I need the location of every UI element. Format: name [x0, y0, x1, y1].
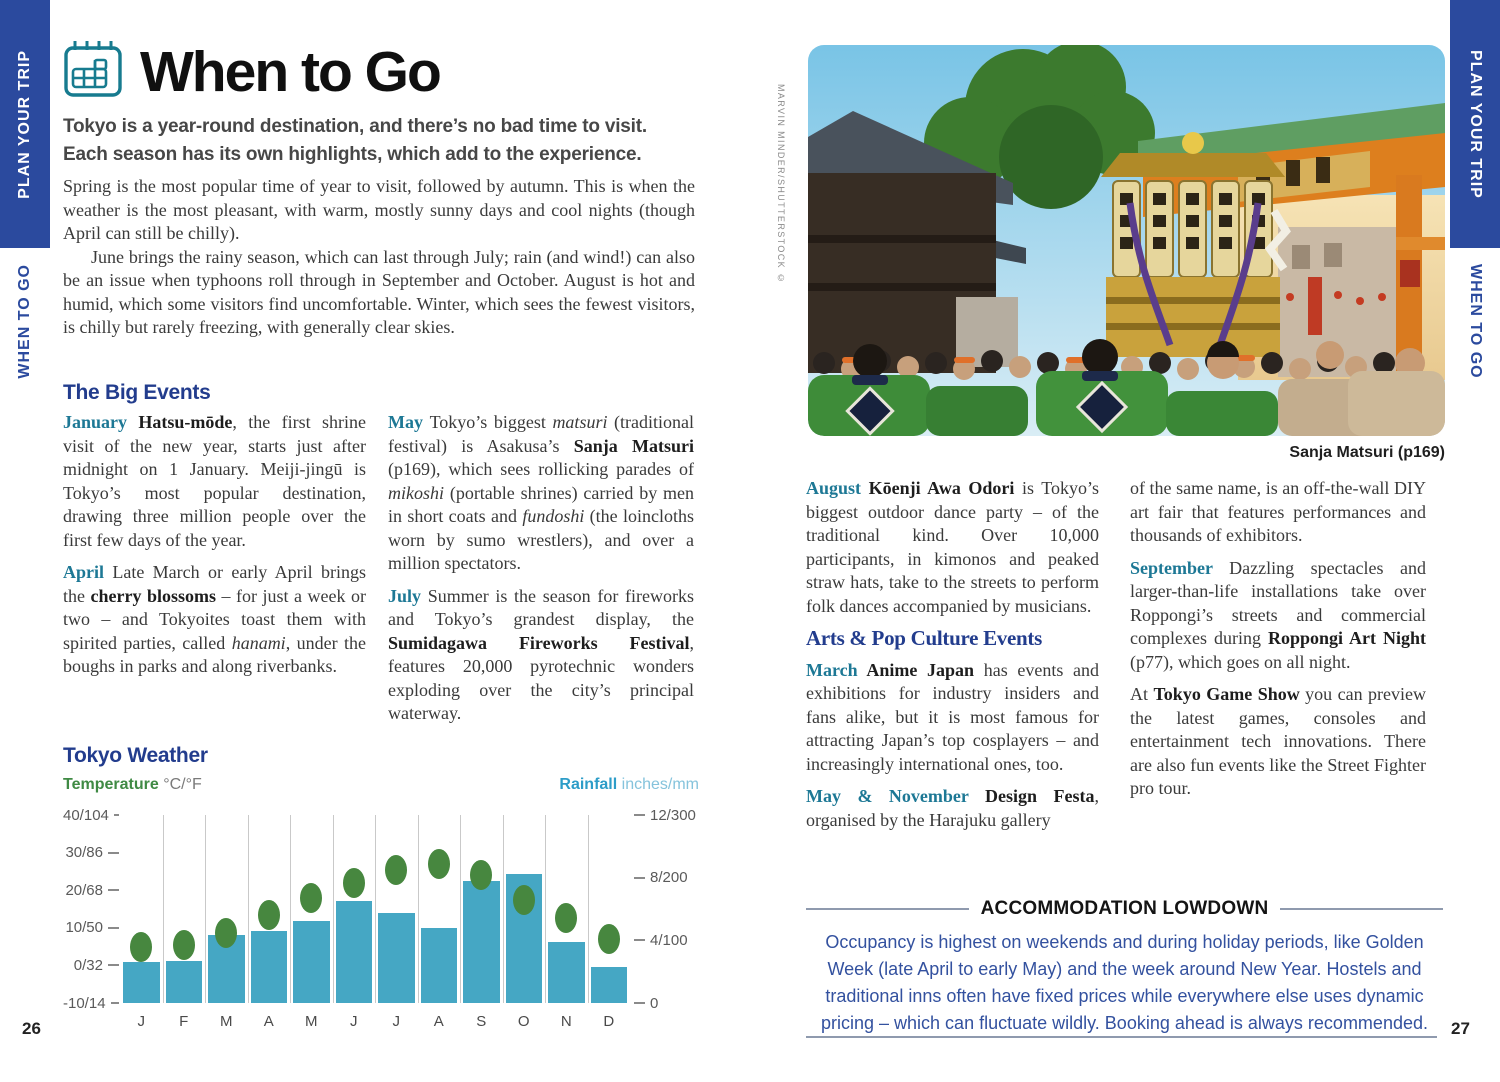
rainfall-tick-label: 8/200: [650, 869, 688, 887]
rainfall-tick: [634, 933, 688, 947]
temperature-tick: [63, 808, 119, 822]
event-september: September Dazzling spectacles and larger-than-life installations take over Roppongi’s streets and commercial complexes during Roppongi Art Night (p77), which goes on all night.: [1130, 557, 1427, 672]
intro-paragraphs: [63, 175, 695, 340]
temperature-tick-label: 10/50: [65, 919, 103, 937]
chart-gridline: [503, 815, 504, 1003]
tick-dash: [108, 964, 119, 966]
month-label: F: [179, 1013, 189, 1030]
temperature-dot: [173, 930, 195, 960]
tick-dash: [108, 927, 119, 929]
temperature-tick: [63, 846, 119, 860]
chart-gridline: [248, 815, 249, 1003]
chart-gridline: [418, 815, 419, 1003]
chart-gridline: [375, 815, 376, 1003]
tick-dash: [108, 852, 119, 854]
month-label: J: [392, 1013, 400, 1030]
month-label: M: [220, 1013, 233, 1030]
temperature-dot: [385, 855, 407, 885]
event-may: May Tokyo’s biggest matsuri (traditional festival) is Asakusa’s Sanja Matsuri (p169), which sees rollicking parades of mikoshi (portable shrines) carried by men in short coats and fundoshi (the loincloths worn by sumo wrestlers), and over a million spectators.: [388, 412, 694, 573]
photo-caption: Sanja Matsuri (p169): [1289, 444, 1445, 461]
tick-dash: [634, 1002, 645, 1004]
tick-dash: [634, 877, 645, 879]
right-column-1: [806, 477, 1099, 841]
tick-dash: [114, 814, 119, 816]
events-column-2: [388, 411, 694, 735]
heading-rule-left: [806, 908, 969, 910]
events-column-1: [63, 411, 366, 688]
right-section-label: WHEN TO GO: [1467, 263, 1484, 379]
month-label: O: [517, 1013, 530, 1030]
festival-photo: [808, 45, 1445, 436]
tokyo-weather-chart: [63, 776, 699, 1042]
accommodation-heading-row: [806, 898, 1443, 920]
chart-gridline: [290, 815, 291, 1003]
temperature-axis-caption: Temperature °C/°F: [63, 776, 202, 793]
tick-dash: [634, 939, 645, 941]
chart-gridline: [205, 815, 206, 1003]
chart-gridline: [460, 815, 461, 1003]
right-plan-your-trip-tab: [1450, 0, 1500, 248]
temperature-tick: [63, 921, 119, 935]
month-label: A: [263, 1013, 274, 1030]
intro-paragraph-2: June brings the rainy season, which can last through July; rain (and wind!) can also be an issue when typhoons roll through in September and October. August is hot and humid, which some visitors find uncomfortable. Winter, which sees the fewest visitors, is chilly but rarely freezing, with generally clear skies.: [63, 246, 695, 337]
tick-dash: [634, 814, 645, 816]
temperature-tick: [63, 996, 119, 1010]
left-plan-your-trip-tab: [0, 0, 50, 248]
temperature-dot: [258, 900, 280, 930]
event-march: March Anime Japan has events and exhibitions for industry insiders and fans alike, but it is most famous for attracting Japan’s top cosplayers – and increasingly international ones, too.: [806, 659, 1100, 774]
big-events-heading: The Big Events: [63, 381, 211, 404]
temperature-tick-label: 30/86: [65, 844, 103, 862]
rainfall-bar: [123, 962, 160, 1003]
event-continued: of the same name, is an off-the-wall DIY art fair that features performances and thousands of exhibitors.: [1130, 478, 1426, 545]
month-label: M: [305, 1013, 318, 1030]
accommodation-heading: ACCOMMODATION LOWDOWN: [980, 898, 1269, 919]
rainfall-bar: [251, 931, 288, 1003]
event-april: April Late March or early April brings the cherry blossoms – for just a week or two – and Tokyoites toast them with spirited parties, called hanami, under the boughs in parks and along riverbanks.: [63, 562, 366, 676]
temperature-dot: [130, 932, 152, 962]
temperature-dot: [300, 883, 322, 913]
accommodation-body: Occupancy is highest on weekends and during holiday periods, like Golden Week (late April to early May) and the week around New Year. Hostels and traditional inns often have fixed prices while everywhere else uses dynamic pricing – which can fluctuate wildly. Booking ahead is always recommended.: [821, 932, 1428, 1033]
rainfall-tick-label: 0: [650, 994, 659, 1012]
rainfall-tick: [634, 871, 688, 885]
page-title: When to Go: [140, 39, 440, 104]
rainfall-bar: [293, 921, 330, 1003]
event-july: July Summer is the season for fireworks and Tokyo’s grandest display, the Sumidagawa Fireworks Festival, features 20,000 pyrotechnic wonders exploding over the city’s principal waterway.: [388, 585, 694, 723]
heading-rule-right: [1280, 908, 1443, 910]
event-august: August Kōenji Awa Odori is Tokyo’s biggest outdoor dance party – of the traditional kind. Over 10,000 participants, in kimonos and peaked straw hats, take to the streets to perform folk dances accompanied by musicians.: [806, 478, 1099, 616]
rainfall-bar: [548, 942, 585, 1003]
rainfall-tick-label: 12/300: [650, 806, 696, 824]
temperature-dot: [343, 868, 365, 898]
month-label: S: [476, 1013, 487, 1030]
month-label: A: [433, 1013, 444, 1030]
temperature-dot: [513, 885, 535, 915]
temperature-tick: [63, 958, 119, 972]
accommodation-lowdown: [806, 898, 1443, 1037]
temperature-dot: [555, 903, 577, 933]
intro-paragraph-1: Spring is the most popular time of year to visit, followed by autumn. This is when the weather is the most pleasant, with warm, mostly sunny days and cool nights (though April can still be chilly).: [63, 176, 695, 243]
chart-gridline: [588, 815, 589, 1003]
right-tab-label: PLAN YOUR TRIP: [1467, 49, 1484, 199]
weather-chart-title: Tokyo Weather: [63, 744, 208, 767]
lede-paragraph: Tokyo is a year-round destination, and there’s no bad time to visit. Each season has its own highlights, which add to the experience.: [63, 116, 647, 165]
calendar-icon: [62, 38, 124, 105]
temperature-dot: [428, 849, 450, 879]
month-label: J: [350, 1013, 358, 1030]
temperature-tick-label: 0/32: [73, 956, 103, 974]
rainfall-tick: [634, 808, 696, 822]
rainfall-tick: [634, 996, 658, 1010]
temperature-tick-label: 40/104: [63, 806, 109, 824]
month-label: N: [560, 1013, 572, 1030]
rainfall-bar: [463, 881, 500, 1003]
tick-dash: [108, 889, 119, 891]
left-section-label: WHEN TO GO: [16, 263, 33, 379]
rainfall-bar: [421, 928, 458, 1003]
page-number-right: 27: [1451, 1019, 1470, 1038]
rainfall-bar: [378, 913, 415, 1003]
event-may-november: May & November Design Festa, organised by the Harajuku gallery: [806, 786, 1099, 830]
month-label: J: [137, 1013, 145, 1030]
page-number-left: 26: [22, 1019, 41, 1038]
rainfall-bar: [336, 901, 373, 1003]
rainfall-axis-caption: Rainfall inches/mm: [559, 776, 699, 793]
temperature-tick-label: 20/68: [65, 881, 103, 899]
temperature-tick: [63, 883, 119, 897]
chart-gridline: [333, 815, 334, 1003]
event-january: January Hatsu-mōde, the first shrine visit of the new year, starts just after midnight on 1 January. Meiji-jingū is Tokyo’s most popular destination, drawing three million people over the first few days of the year.: [63, 412, 366, 550]
temperature-dot: [598, 924, 620, 954]
right-column-2: [1130, 477, 1426, 810]
month-label: D: [603, 1013, 615, 1030]
rainfall-bar: [166, 961, 203, 1003]
temperature-tick-label: -10/14: [63, 994, 106, 1012]
chart-gridline: [163, 815, 164, 1003]
chart-gridline: [545, 815, 546, 1003]
rainfall-bar: [591, 967, 628, 1003]
bottom-rule: [806, 1036, 1437, 1038]
arts-pop-culture-heading: Arts & Pop Culture Events: [806, 626, 1042, 650]
event-tokyo-game-show: At Tokyo Game Show you can preview the latest games, consoles and entertainment tech innovations. There are also fun events like the Street Fighter pro tour.: [1130, 684, 1427, 798]
page-header: [62, 38, 440, 105]
photo-credit: MARVIN MINDER/SHUTTERSTOCK ©: [776, 84, 786, 285]
left-tab-label: PLAN YOUR TRIP: [16, 49, 33, 199]
tick-dash: [111, 1002, 119, 1004]
rainfall-tick-label: 4/100: [650, 931, 688, 949]
